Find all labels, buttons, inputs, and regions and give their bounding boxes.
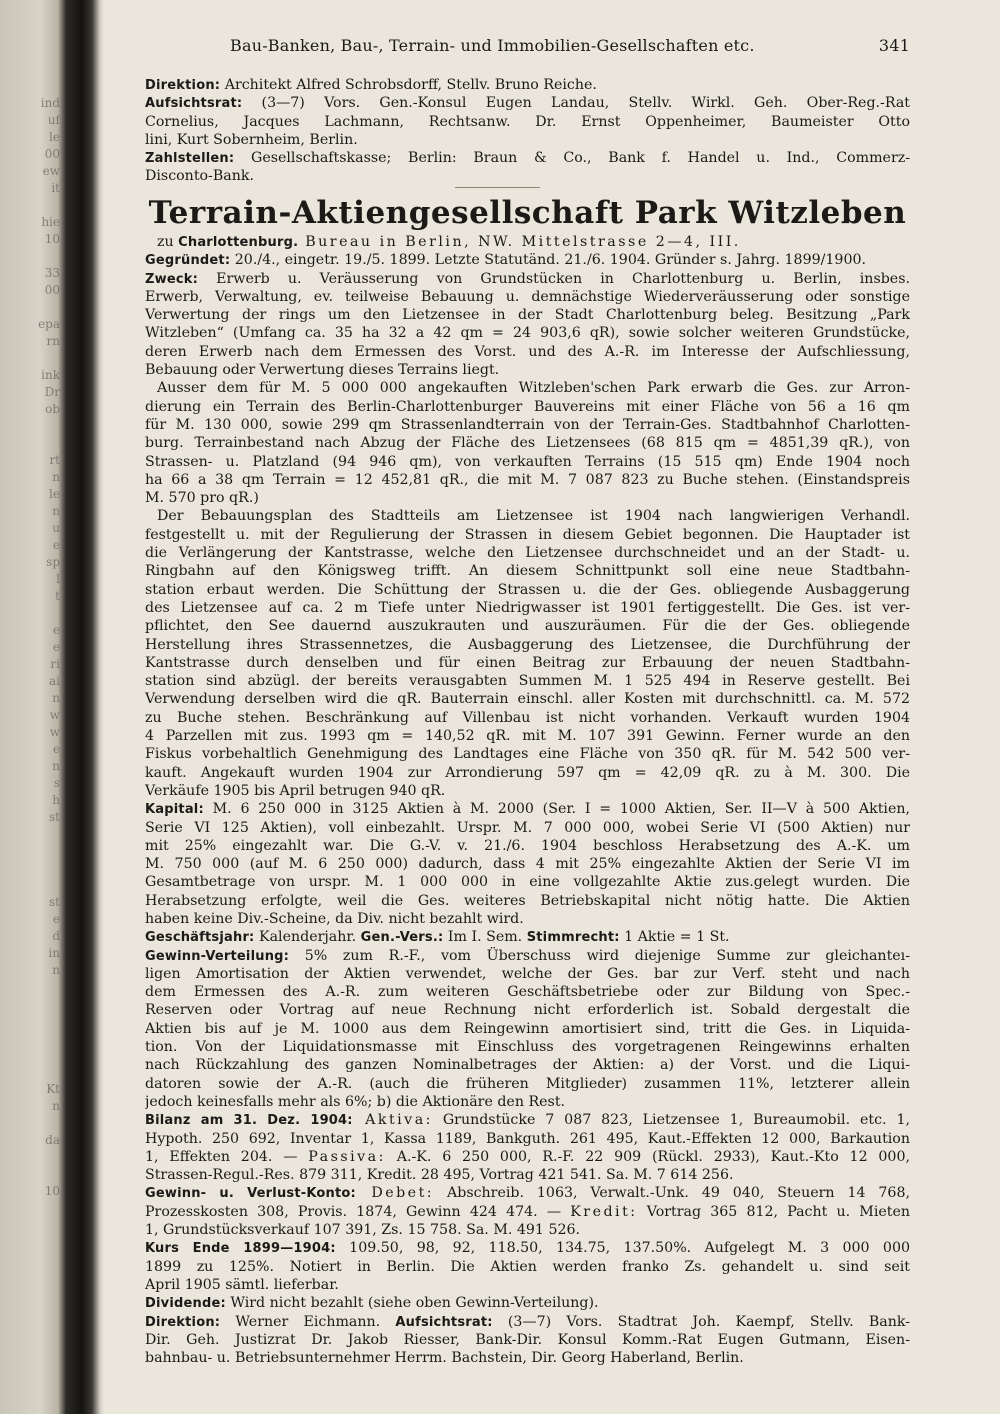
- line-text: Vortrag 365 812, Pacht u. Mieten: [637, 1203, 910, 1220]
- text-line: [145, 617, 910, 635]
- text-line: [145, 873, 910, 891]
- text-line: [145, 1056, 910, 1074]
- text-line: [145, 727, 910, 745]
- text-line: [145, 1221, 910, 1239]
- text-line: [145, 837, 910, 855]
- line-text: Prozesskosten 308, Provis. 1874, Gewinn 424 474. —: [145, 1203, 571, 1220]
- line-text: Verwendung derselben wird die qR. Bauterrain einschl. aller Kosten mit durchschnittl. ca. M. 572: [145, 691, 910, 708]
- text-line: [145, 709, 910, 727]
- line-text: (3—7) Vors. Gen.-Konsul Eugen Landau, Stellv. Wirkl. Geh. Ober-Reg.-Rat: [242, 95, 910, 112]
- text-line: [145, 1294, 910, 1312]
- line-text: Ausser dem für M. 5 000 000 angekauften Witzleben'schen Park erwarb die Ges. zur Arron-: [157, 380, 910, 397]
- section-keyword: Bilanz am 31. Dez. 1904:: [145, 1113, 353, 1129]
- text-line: [145, 1203, 910, 1221]
- bleed-fragment: e: [52, 640, 60, 654]
- line-text: Fiskus vorbehaltlich Genehmigung des Landtages eine Fläche von 350 qR. für M. 542 500 ver-: [145, 746, 910, 763]
- section-keyword: Gegründet:: [145, 253, 231, 269]
- bleed-fragment: n: [52, 691, 60, 705]
- company-title: Terrain-Aktiengesellschaft Park Witzleben: [148, 195, 907, 231]
- previous-entry-tail: [145, 76, 910, 186]
- section-keyword: Direktion:: [145, 1314, 221, 1330]
- bleed-fragment: h: [52, 793, 60, 807]
- text-line: [145, 361, 910, 379]
- section-keyword: Zweck:: [145, 271, 199, 287]
- line-text: M. 750 000 (auf M. 6 250 000) dadurch, dass 4 mit 25% eingezahlte Aktien der Serie VI im: [145, 856, 910, 873]
- text-line: [145, 800, 910, 818]
- bleed-fragment: 00: [44, 283, 60, 297]
- text-line: [145, 526, 910, 544]
- bleed-fragment: w: [49, 725, 60, 739]
- line-text: Erwerb u. Veräusserung von Grundstücken in Charlottenburg u. Berlin, insbes.: [198, 270, 910, 287]
- section-keyword: Gen.-Vers.:: [360, 930, 444, 946]
- text-line: [145, 379, 910, 397]
- line-text: Im I. Sem.: [443, 929, 527, 946]
- line-text: Verkäufe 1905 bis April betrugen 940 qR.: [145, 782, 446, 799]
- text-line: [145, 1313, 910, 1331]
- bleed-fragment: uf: [47, 113, 60, 127]
- line-text: zu: [157, 234, 179, 250]
- section-keyword: Aufsichtsrat:: [395, 1314, 493, 1330]
- line-text: nach Rückzahlung des ganzen Nominalbetrages der Aktien: a) der Vorst. und die Liqui-: [145, 1057, 910, 1074]
- text-line: [145, 113, 910, 131]
- line-text: die Verlängerung der Kantstrasse, welche den Lietzensee durchschneidet und an der Stadt- u.: [145, 545, 910, 562]
- section-keyword: Kapital:: [145, 802, 204, 818]
- line-text: Grundstücke 7 087 823, Lietzensee 1, Bureaumobil. etc. 1,: [432, 1112, 910, 1129]
- section-keyword: Charlottenburg.: [178, 235, 299, 250]
- line-text: mit 25% eingezahlt war. Die G.-V. v. 21./6. 1904 beschloss Herabsetzung des A.-K. um: [145, 837, 910, 854]
- bleed-fragment: [0, 996, 60, 1013]
- bleed-fragment: n: [52, 504, 60, 518]
- line-text: dierung ein Terrain des Berlin-Charlottenburger Bauvereins mit einer Fläche von 56 a 16 qm: [145, 398, 910, 415]
- line-text: 109.50, 98, 92, 118.50, 134.75, 137.50%. Aufgelegt M. 3 000 000: [335, 1240, 910, 1257]
- text-line: [145, 764, 910, 782]
- bleed-fragment: [0, 299, 60, 316]
- spaced-text: Aktiva:: [352, 1112, 433, 1129]
- line-text: Erwerb, Verwaltung, ev. teilweise Bebauung u. demnächstige Wiederveräusserung oder sonstige: [145, 288, 910, 305]
- text-line: [145, 306, 910, 324]
- line-text: bahnbau- u. Betriebsunternehmer Herrm. Bachstein, Dir. Georg Haberland, Berlin.: [145, 1350, 744, 1367]
- line-text: Gesellschaftskasse; Berlin: Braun & Co., Bank f. Handel u. Ind., Commerz-: [234, 150, 910, 167]
- bleed-fragment: [0, 197, 60, 214]
- line-text: station erbaut werden. Die Schüttung der Strassen u. die der Ges. obliegende Ausbaggerung: [145, 581, 910, 598]
- text-line: [145, 855, 910, 873]
- bleed-fragment: ob: [45, 402, 60, 416]
- entry-separator-rule: [455, 187, 540, 188]
- text-line: [145, 690, 910, 708]
- bleed-fragment: n: [52, 1099, 60, 1113]
- bleed-fragment: ai: [49, 674, 60, 688]
- text-line: [145, 1075, 910, 1093]
- line-text: ha 66 a 38 qm Terrain = 12 452,81 qR., die mit M. 7 087 823 zu Buche stehen. (Einstandspreis: [145, 471, 910, 488]
- bleed-fragment: e: [52, 623, 60, 637]
- bleed-fragment: [0, 1115, 60, 1132]
- text-line: [145, 1038, 910, 1056]
- section-keyword: Dividende:: [145, 1296, 226, 1312]
- text-line: [145, 544, 910, 562]
- bleed-fragment: [0, 1149, 60, 1166]
- bleed-fragment: 10: [44, 1184, 60, 1198]
- text-line: [145, 636, 910, 654]
- text-line: [145, 131, 910, 149]
- spaced-text: Debet:: [355, 1185, 435, 1202]
- line-text: M. 570 pro qR.): [145, 490, 259, 507]
- line-text: Aktien bis auf je M. 1000 aus dem Reingewinn amortisiert sind, tritt die Ges. in Liquida-: [145, 1020, 910, 1037]
- bleed-fragment: ink: [41, 368, 60, 382]
- text-line: [145, 398, 910, 416]
- section-keyword: Stimmrecht:: [526, 930, 620, 946]
- bleed-fragment: e: [52, 912, 60, 926]
- line-text: Verwertung der rings um den Lietzensee in der Stadt Charlottenburg beleg. Besitzung „Park: [145, 307, 910, 324]
- line-text: 1 Aktie = 1 St.: [619, 929, 730, 946]
- text-line: [145, 149, 910, 167]
- text-line: [145, 1111, 910, 1129]
- bleed-fragment: [0, 1030, 60, 1047]
- section-keyword: Geschäftsjahr:: [145, 930, 255, 946]
- bleed-fragment: [0, 435, 60, 452]
- bleed-fragment: [0, 860, 60, 877]
- bleed-fragment: e: [52, 742, 60, 756]
- bleed-fragment: t: [55, 589, 60, 603]
- text-line: [145, 1258, 910, 1276]
- line-text: Architekt Alfred Schrobsdorff, Stellv. Bruno Reiche.: [220, 77, 597, 93]
- text-line: [145, 507, 910, 525]
- text-line: [145, 1184, 910, 1202]
- bleed-fragment: [0, 979, 60, 996]
- bleed-fragment: le: [49, 487, 60, 501]
- text-line: [145, 251, 910, 269]
- line-text: tion. Von der Liquidationsmasse mit Einschluss des vorgetragenen Reingewinns erhalten: [145, 1039, 910, 1056]
- text-line: [145, 489, 910, 507]
- bleed-fragment: [0, 248, 60, 265]
- bleed-fragment: da: [45, 1133, 60, 1147]
- text-line: [145, 167, 910, 185]
- bleed-fragment: [0, 877, 60, 894]
- bleed-fragment: epa: [38, 317, 60, 331]
- bleed-fragment: u: [52, 521, 60, 535]
- line-text: für M. 130 000, sowie 299 qm Strassenlandterrain von der Terrain-Ges. Stadtbahnhof Charlotten-: [145, 416, 910, 433]
- line-text: Hypoth. 250 692, Inventar 1, Kassa 1189, Bankguth. 261 495, Kaut.-Effekten 12 000, Barkaution: [145, 1130, 910, 1147]
- bleed-fragment: 33: [44, 266, 60, 280]
- text-line: [145, 581, 910, 599]
- line-text: Witzleben“ (Umfang ca. 35 ha 32 a 42 qm = 24 903,6 qR), sowie solcher weiteren Grundstücke,: [145, 325, 910, 342]
- line-text: deren Erwerb nach dem Ermessen des Vorst. und des A.-R. im Interesse der Aufschliessung,: [145, 343, 910, 360]
- text-line: [145, 471, 910, 489]
- text-line: [145, 892, 910, 910]
- text-line: [145, 434, 910, 452]
- text-line: [145, 947, 910, 965]
- line-text: Kantstrasse durch denselben und für einen Beitrag zur Erbauung der neuen Stadtbahn-: [145, 654, 910, 671]
- line-text: dem Ermessen des A.-R. zum weiteren Geschäftsbetriebe oder zur Bildung von Spec.-: [145, 984, 910, 1001]
- line-text: 5% zum R.-F., vom Überschuss wird diejenige Summe zur gleichanteı-: [289, 947, 910, 964]
- line-text: April 1905 sämtl. lieferbar.: [145, 1276, 339, 1293]
- text-line: [145, 1001, 910, 1019]
- bleed-fragment: e: [52, 538, 60, 552]
- section-keyword: Gewinn- u. Verlust-Konto:: [145, 1186, 356, 1202]
- company-entry-body: [145, 233, 910, 1367]
- line-text: Strassen-Regul.-Res. 879 311, Kredit. 28 495, Vortrag 421 541. Sa. M. 7 614 256.: [145, 1167, 734, 1184]
- bleed-fragment: s: [53, 776, 60, 790]
- line-text: Werner Eichmann.: [220, 1313, 396, 1330]
- bleed-fragment: in: [48, 946, 60, 960]
- text-line: [145, 233, 910, 251]
- bleed-fragment: Dr: [44, 385, 60, 399]
- bleed-fragment: hie: [41, 215, 60, 229]
- line-text: Herstellung ihres Strassennetzes, die Ausbaggerung des Lietzensee, die Durchführung der: [145, 636, 910, 653]
- line-text: Abschreib. 1063, Verwalt.-Unk. 49 040, Steuern 14 768,: [434, 1185, 910, 1202]
- line-text: 1, Grundstücksverkauf 107 391, Zs. 15 758. Sa. M. 491 526.: [145, 1222, 581, 1239]
- bleed-fragment: ind: [40, 96, 60, 110]
- text-line: [145, 654, 910, 672]
- line-text: Wird nicht bezahlt (siehe oben Gewinn-Verteilung).: [225, 1295, 599, 1312]
- line-text: Bebauung oder Verwertung dieses Terrains liegt.: [145, 362, 500, 379]
- bleed-fragment: ew: [42, 164, 60, 178]
- bleed-fragment: w: [49, 708, 60, 722]
- line-text: festgestellt u. mit der Regulierung der Strassen in diesem Gebiet begonnen. Die Hauptader ist: [145, 526, 910, 543]
- line-text: Der Bebauungsplan des Stadtteils am Lietzensee ist 1904 nach langwierigen Verhandl.: [157, 508, 910, 525]
- spaced-text: Passiva:: [308, 1148, 386, 1165]
- text-line: [145, 1093, 910, 1111]
- bleed-fragment: n: [52, 470, 60, 484]
- bleed-fragment: 10: [44, 232, 60, 246]
- bleed-fragment: [0, 826, 60, 843]
- line-text: zu Buche stehen. Beschränkung auf Villenbau ist nicht vorhanden. Verkauft wurden 1904: [145, 709, 910, 726]
- text-line: [145, 910, 910, 928]
- text-line: [145, 324, 910, 342]
- section-keyword: Aufsichtsrat:: [145, 96, 243, 112]
- bleed-fragment: [0, 418, 60, 435]
- facing-page-bleed: [0, 95, 60, 1200]
- page-number: 341: [878, 36, 910, 55]
- line-text: M. 6 250 000 in 3125 Aktien à M. 2000 (Ser. I = 1000 Aktien, Ser. II—V à 500 Aktien,: [203, 801, 910, 818]
- bleed-fragment: [0, 1013, 60, 1030]
- line-text: haben keine Div.-Scheine, da Div. nicht bezahlt wird.: [145, 910, 524, 927]
- bleed-fragment: [0, 1064, 60, 1081]
- text-line: [145, 965, 910, 983]
- bleed-fragment: [0, 843, 60, 860]
- section-keyword: Gewinn-Verteilung:: [145, 948, 290, 964]
- text-line: [145, 1130, 910, 1148]
- bleed-fragment: st: [49, 895, 60, 909]
- line-text: Strassen- u. Platzland (94 946 qm), von verkauften Terrains (15 515 qm) Ende 1904 noch: [145, 453, 910, 470]
- line-text: pflichtet, den See dauernd auszukrauten und auszuräumen. Für die der Ges. obliegende: [145, 618, 910, 635]
- text-line: [145, 745, 910, 763]
- text-line: [145, 1148, 910, 1166]
- bleed-fragment: 00: [44, 147, 60, 161]
- line-text: 20./4., eingetr. 19./5. 1899. Letzte Statutänd. 21./6. 1904. Gründer s. Jahrg. 1899/1900.: [230, 252, 867, 269]
- line-text: datoren sowie der A.-R. (auch die früheren Mitglieder) zusammen 11%, letzterer allein: [145, 1075, 910, 1092]
- bleed-fragment: [0, 605, 60, 622]
- line-text: (3—7) Vors. Stadtrat Joh. Kaempf, Stellv. Bank-: [492, 1313, 910, 1330]
- text-line: [145, 672, 910, 690]
- text-line: [145, 94, 910, 112]
- text-line: [145, 983, 910, 1001]
- text-line: [145, 1331, 910, 1349]
- line-text: Cornelius, Jacques Lachmann, Rechtsanw. Dr. Ernst Oppenheimer, Baumeister Otto: [145, 113, 910, 130]
- line-text: Kalenderjahr.: [254, 929, 361, 946]
- bleed-fragment: l: [56, 572, 60, 586]
- line-text: jedoch keinesfalls mehr als 6%; b) die Aktionäre den Rest.: [145, 1093, 566, 1110]
- spaced-text: Kredit:: [570, 1203, 638, 1220]
- line-text: 1899 zu 125%. Notiert in Berlin. Die Aktien werden franko Zs. gehandelt u. sind seit: [145, 1258, 910, 1275]
- text-line: [145, 270, 910, 288]
- line-text: Disconto-Bank.: [145, 168, 254, 185]
- line-text: Serie VI 125 Aktien), voll einbezahlt. Urspr. M. 7 000 000, wobei Serie VI (500 Aktien) nur: [145, 819, 910, 836]
- bleed-fragment: ri: [50, 657, 60, 671]
- text-line: [145, 453, 910, 471]
- bleed-fragment: st: [49, 810, 60, 824]
- spaced-text: Bureau in Berlin, NW. Mittelstrasse 2—4, III.: [298, 234, 741, 250]
- bleed-fragment: it: [51, 181, 60, 195]
- text-line: [145, 782, 910, 800]
- bleed-fragment: d: [52, 929, 60, 943]
- bleed-fragment: le: [49, 130, 60, 144]
- bleed-fragment: rn: [46, 334, 60, 348]
- line-text: Herabsetzung erfolgte, weil die Ges. weiteres Betriebskapital nicht nötig hatte. Die Aktien: [145, 892, 910, 909]
- line-text: Gesamtbetrage von urspr. M. 1 000 000 in eine vollgezahlte Aktie zus.gelegt wurden. Die: [145, 874, 910, 891]
- text-line: [145, 343, 910, 361]
- header-title: Bau-Banken, Bau-, Terrain- und Immobilien-Gesellschaften etc.: [230, 36, 755, 55]
- line-text: kauft. Angekauft wurden 1904 zur Arrondierung 597 qm = 42,09 qR. zu à M. 300. Die: [145, 764, 910, 781]
- text-line: [145, 1349, 910, 1367]
- line-text: 4 Parzellen mit zus. 1993 qm = 140,52 qR. mit M. 107 391 Gewinn. Ferner wurde an den: [145, 728, 910, 745]
- bleed-fragment: n: [52, 963, 60, 977]
- text-line: [145, 928, 910, 946]
- line-text: Reserven oder Vortrag auf neue Rechnung nicht erforderlich ist. Sobald dergestalt die: [145, 1002, 910, 1019]
- line-text: 1, Effekten 204. —: [145, 1148, 309, 1165]
- text-line: [145, 562, 910, 580]
- line-text: station sind abzügl. der bereits verausgabten Summen M. 1 525 494 in Reserve gestellt. Bei: [145, 673, 910, 690]
- text-line: [145, 416, 910, 434]
- bleed-fragment: Kt: [46, 1082, 60, 1096]
- section-keyword: Zahlstellen:: [145, 151, 235, 167]
- bleed-fragment: [0, 1166, 60, 1183]
- section-keyword: Direktion:: [145, 78, 221, 93]
- text-line: [145, 76, 910, 94]
- text-line: [145, 819, 910, 837]
- text-line: [145, 599, 910, 617]
- line-text: A.-K. 6 250 000, R.-F. 22 909 (Rückl. 2933), Kaut.-Kto 12 000,: [385, 1148, 910, 1165]
- line-text: lini, Kurt Sobernheim, Berlin.: [145, 131, 358, 148]
- bleed-fragment: [0, 1047, 60, 1064]
- line-text: ligen Amortisation der Aktien verwendet, welche der Ges. bar zur Verf. steht und nach: [145, 965, 910, 982]
- line-text: des Lietzensee auf ca. 2 m Tiefe unter Niedrigwasser ist 1901 fertiggestellt. Die Ges. ist ver-: [145, 599, 910, 616]
- line-text: Dir. Geh. Justizrat Dr. Jakob Riesser, Bank-Dir. Konsul Komm.-Rat Eugen Gutmann, Eisen-: [145, 1331, 910, 1348]
- text-line: [145, 1166, 910, 1184]
- text-line: [145, 1020, 910, 1038]
- bleed-fragment: n: [52, 759, 60, 773]
- text-line: [145, 1239, 910, 1257]
- line-text: burg. Terrainbestand nach Abzug der Fläche des Lietzensees (68 815 qm = 4851,39 qR.), von: [145, 435, 910, 452]
- text-line: [145, 288, 910, 306]
- line-text: Ringbahn auf den Königsweg trifft. An diesem Schnittpunkt soll eine neue Stadtbahn-: [145, 563, 910, 580]
- text-line: [145, 1276, 910, 1294]
- bleed-fragment: rt: [49, 453, 60, 467]
- section-keyword: Kurs Ende 1899—1904:: [145, 1241, 336, 1257]
- bleed-fragment: [0, 350, 60, 367]
- bleed-fragment: sp: [46, 555, 60, 569]
